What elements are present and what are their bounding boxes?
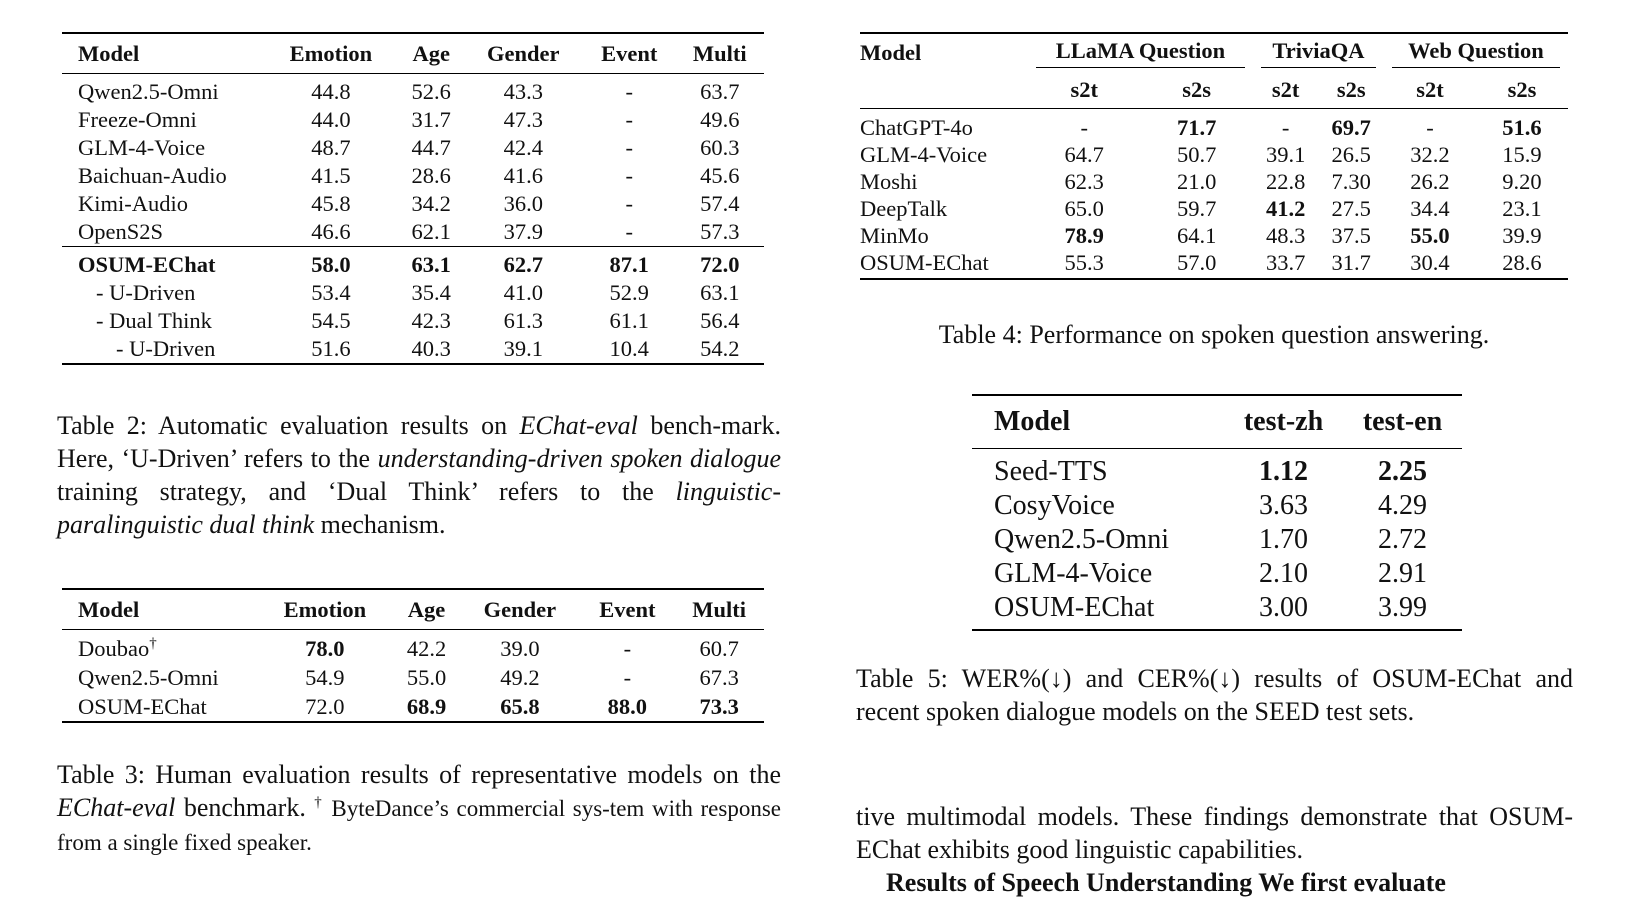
table-subheader-row [860, 72, 1568, 109]
caption-text: Table 2: Automatic evaluation results on [57, 411, 520, 440]
value-cell: 35.4 [411, 280, 451, 305]
value-cell: 57.0 [1140, 249, 1252, 279]
table-row [972, 523, 1462, 557]
table-row [62, 106, 764, 134]
subheader-s2t: s2t [1384, 72, 1476, 109]
header-model: Model [62, 33, 263, 74]
model-cell: Qwen2.5-Omni [78, 664, 219, 690]
value-cell: 30.4 [1384, 249, 1476, 279]
value-cell: 57.3 [700, 219, 740, 244]
model-name: Doubao [78, 635, 150, 661]
dagger-mark: † [149, 635, 157, 651]
header-test-zh: test-zh [1224, 395, 1343, 449]
value-cell: 50.7 [1176, 141, 1217, 167]
value-cell: 54.9 [305, 664, 345, 690]
caption-italic: understanding-driven spoken dialogue [377, 444, 781, 473]
model-cell: Seed-TTS [994, 456, 1108, 487]
table-row [62, 134, 764, 162]
header-emotion: Emotion [256, 589, 394, 630]
value-cell: 26.2 [1410, 168, 1450, 194]
value-cell: - [625, 135, 633, 160]
table-4-caption: Table 4: Performance on spoken question answering. [938, 320, 1490, 349]
value-cell: 41.0 [503, 280, 543, 305]
model-cell: Baichuan-Audio [78, 163, 227, 188]
header-emotion: Emotion [263, 33, 399, 74]
value-cell: 57.4 [700, 191, 740, 216]
value-cell: 44.0 [311, 107, 351, 132]
value-cell: 43.3 [503, 79, 543, 104]
value-cell: 45.8 [311, 191, 351, 216]
value-cell: 36.0 [503, 191, 543, 216]
value-cell: 49.6 [700, 107, 740, 132]
value-cell: 2.10 [1259, 558, 1308, 589]
table-5-caption: Table 5: WER%(↓) and CER%(↓) results of OSUM-EChat and recent spoken dialogue models on the SEED test sets. [856, 664, 1573, 726]
header-multi: Multi [674, 589, 764, 630]
model-cell: Moshi [860, 168, 918, 194]
value-cell: 2.72 [1378, 524, 1427, 555]
value-cell: 60.7 [699, 635, 739, 661]
table-header-row [972, 395, 1462, 449]
header-event: Event [583, 33, 676, 74]
model-cell: MinMo [860, 222, 929, 248]
value-cell: 69.7 [1331, 114, 1371, 140]
value-cell: 52.9 [609, 280, 649, 305]
value-cell: 55.0 [406, 664, 447, 690]
value-cell: 39.9 [1502, 222, 1542, 248]
table-row [972, 557, 1462, 591]
value-cell: 3.63 [1259, 490, 1308, 521]
value-cell: 51.6 [263, 335, 399, 364]
value-cell: 65.8 [459, 692, 580, 722]
value-cell: 28.6 [411, 163, 451, 188]
value-cell: 78.0 [305, 635, 345, 661]
value-cell: 31.7 [1318, 249, 1384, 279]
value-cell: 10.4 [583, 335, 676, 364]
subheader-s2s: s2s [1140, 72, 1252, 109]
subheader-s2s: s2s [1318, 72, 1384, 109]
value-cell: 71.7 [1176, 114, 1217, 140]
value-cell: 34.2 [411, 191, 451, 216]
subheader-s2s: s2s [1476, 72, 1568, 109]
group-label: TriviaQA [1261, 38, 1376, 68]
header-llama-question [1028, 33, 1253, 72]
body-paragraph: tive multimodal models. These findings demonstrate that OSUM-EChat exhibits good linguistic capabilities. [856, 802, 1573, 864]
table-header-row [62, 33, 764, 74]
value-cell: 41.6 [503, 163, 543, 188]
value-cell: 61.3 [503, 308, 543, 333]
caption-text: benchmark. [175, 793, 315, 822]
value-cell: 87.1 [583, 247, 676, 280]
value-cell: 37.5 [1331, 222, 1371, 248]
value-cell: 27.5 [1331, 195, 1371, 221]
caption-text: Table 3: Human evaluation results of representative models on the [57, 760, 781, 789]
model-cell: OSUM-EChat [62, 692, 256, 722]
value-cell: 54.2 [676, 335, 764, 364]
table-row [62, 307, 764, 335]
value-cell: 64.7 [1064, 141, 1104, 167]
model-cell: GLM-4-Voice [78, 135, 206, 160]
value-cell: 1.70 [1259, 524, 1308, 555]
value-cell: 28.6 [1476, 249, 1568, 279]
table-row [860, 109, 1568, 142]
subheader-s2t: s2t [1028, 72, 1140, 109]
value-cell: 39.1 [1265, 141, 1306, 167]
value-cell: - [625, 107, 633, 132]
value-cell: 26.5 [1331, 141, 1371, 167]
table-row [860, 168, 1568, 195]
value-cell: 72.0 [676, 247, 764, 280]
value-cell: 15.9 [1502, 141, 1542, 167]
value-cell: 23.1 [1502, 195, 1542, 221]
caption-italic: linguistic-paralinguistic dual think [57, 477, 781, 539]
table-5 [972, 394, 1462, 631]
value-cell: - [623, 635, 632, 661]
value-cell: 63.1 [700, 280, 740, 305]
value-cell: 62.3 [1064, 168, 1104, 194]
dagger-mark: † [314, 794, 324, 811]
table-3 [62, 588, 764, 723]
table-row [62, 279, 764, 307]
value-cell: 64.1 [1176, 222, 1217, 248]
value-cell: 2.25 [1378, 456, 1427, 487]
section-heading-cut: Results of Speech Understanding We first evaluate [886, 868, 1446, 897]
value-cell: 53.4 [311, 280, 351, 305]
value-cell: 52.6 [411, 79, 451, 104]
value-cell: 62.1 [411, 219, 451, 244]
model-cell: OSUM-EChat [972, 591, 1224, 630]
value-cell: 34.4 [1410, 195, 1450, 221]
value-cell: 67.3 [699, 664, 739, 690]
value-cell: 51.6 [1502, 114, 1542, 140]
header-web-question [1384, 33, 1568, 72]
table-row [860, 249, 1568, 279]
table-row [62, 630, 764, 664]
value-cell: - [1281, 114, 1290, 140]
table-row [972, 591, 1462, 630]
value-cell: 59.7 [1176, 195, 1217, 221]
header-multi: Multi [676, 33, 764, 74]
value-cell: - [1426, 114, 1434, 140]
caption-text: mechanism. [314, 510, 446, 539]
table-row [972, 449, 1462, 490]
header-age: Age [394, 589, 460, 630]
value-cell: - [623, 664, 632, 690]
header-model: Model [860, 33, 1028, 72]
model-cell: - U-Driven [62, 335, 263, 364]
value-cell: 46.6 [311, 219, 351, 244]
value-cell: 3.99 [1343, 591, 1462, 630]
table-row [860, 222, 1568, 249]
value-cell: 41.5 [311, 163, 351, 188]
value-cell: 40.3 [399, 335, 464, 364]
value-cell: 54.5 [311, 308, 351, 333]
group-label: LLaMA Question [1036, 38, 1245, 68]
table-row [62, 663, 764, 692]
table-2-caption [57, 409, 781, 541]
table-row [62, 692, 764, 722]
model-cell: GLM-4-Voice [994, 558, 1153, 589]
value-cell: - [625, 79, 633, 104]
value-cell: 4.29 [1378, 490, 1427, 521]
value-cell: 58.0 [263, 247, 399, 280]
caption-italic: EChat-eval [57, 793, 176, 822]
model-cell: Qwen2.5-Omni [994, 524, 1169, 555]
value-cell: 32.2 [1410, 141, 1450, 167]
value-cell: 9.20 [1502, 168, 1542, 194]
value-cell: 39.0 [500, 635, 540, 661]
value-cell: 55.3 [1028, 249, 1140, 279]
header-model: Model [62, 589, 256, 630]
caption-footnote: ByteDance’s commercial sys-tem with response from a single fixed speaker. [57, 796, 781, 855]
header-triviaqa [1253, 33, 1384, 72]
value-cell: 65.0 [1064, 195, 1104, 221]
value-cell: 56.4 [700, 308, 740, 333]
table-row [860, 141, 1568, 168]
value-cell: 55.0 [1410, 222, 1450, 248]
value-cell: 41.2 [1265, 195, 1306, 221]
value-cell: 73.3 [674, 692, 764, 722]
table-header-row [62, 589, 764, 630]
model-cell: OpenS2S [78, 219, 164, 244]
empty-cell [860, 72, 1028, 109]
value-cell: 62.7 [464, 247, 583, 280]
table-row [62, 247, 764, 280]
header-model: Model [972, 395, 1224, 449]
value-cell: 63.1 [399, 247, 464, 280]
table-row [62, 74, 764, 107]
value-cell: 42.3 [411, 308, 451, 333]
header-gender: Gender [464, 33, 583, 74]
model-cell: GLM-4-Voice [860, 141, 988, 167]
table-row [62, 162, 764, 190]
value-cell: 45.6 [700, 163, 740, 188]
model-cell: OSUM-EChat [62, 247, 263, 280]
group-label: Web Question [1392, 38, 1560, 68]
value-cell: 48.7 [311, 135, 351, 160]
header-gender: Gender [459, 589, 580, 630]
table-row [62, 190, 764, 218]
value-cell: - [625, 191, 633, 216]
table-2 [62, 32, 764, 365]
value-cell: 31.7 [411, 107, 451, 132]
model-cell: DeepTalk [860, 195, 948, 221]
table-header-row [860, 33, 1568, 72]
value-cell: 78.9 [1064, 222, 1104, 248]
value-cell: 22.8 [1265, 168, 1306, 194]
caption-text: bench-mark. Here, ‘U-Driven’ refers to the [57, 411, 781, 473]
value-cell: 3.00 [1224, 591, 1343, 630]
model-cell [62, 630, 256, 664]
subheader-s2t: s2t [1253, 72, 1319, 109]
value-cell: 49.2 [500, 664, 540, 690]
model-cell: OSUM-EChat [860, 249, 1028, 279]
value-cell: 37.9 [503, 219, 543, 244]
model-cell: Kimi-Audio [78, 191, 188, 216]
table-row [62, 335, 764, 364]
value-cell: 2.91 [1378, 558, 1427, 589]
value-cell: 47.3 [503, 107, 543, 132]
header-event: Event [580, 589, 674, 630]
value-cell: - [1080, 114, 1088, 140]
model-cell: - U-Driven [96, 280, 196, 305]
table-4 [860, 32, 1568, 280]
caption-text: training strategy, and ‘Dual Think’ refers to the [57, 477, 676, 506]
value-cell: - [625, 219, 633, 244]
value-cell: 33.7 [1253, 249, 1319, 279]
value-cell: 44.8 [311, 79, 351, 104]
model-cell: - Dual Think [96, 308, 212, 333]
value-cell: 72.0 [256, 692, 394, 722]
value-cell: - [625, 163, 633, 188]
value-cell: 68.9 [394, 692, 460, 722]
header-test-en: test-en [1343, 395, 1462, 449]
table-row [860, 195, 1568, 222]
value-cell: 1.12 [1259, 456, 1308, 487]
table-row [972, 489, 1462, 523]
value-cell: 63.7 [700, 79, 740, 104]
value-cell: 7.30 [1331, 168, 1371, 194]
value-cell: 21.0 [1176, 168, 1217, 194]
header-age: Age [399, 33, 464, 74]
model-cell: Freeze-Omni [78, 107, 197, 132]
value-cell: 61.1 [609, 308, 649, 333]
value-cell: 42.4 [503, 135, 543, 160]
table-row [62, 218, 764, 247]
value-cell: 60.3 [700, 135, 740, 160]
caption-italic: EChat-eval [519, 411, 638, 440]
model-cell: CosyVoice [994, 490, 1115, 521]
value-cell: 48.3 [1265, 222, 1306, 248]
model-cell: Qwen2.5-Omni [78, 79, 219, 104]
value-cell: 88.0 [580, 692, 674, 722]
value-cell: 42.2 [406, 635, 447, 661]
value-cell: 39.1 [464, 335, 583, 364]
model-cell: ChatGPT-4o [860, 114, 973, 140]
value-cell: 44.7 [411, 135, 451, 160]
table-3-caption [57, 758, 781, 859]
